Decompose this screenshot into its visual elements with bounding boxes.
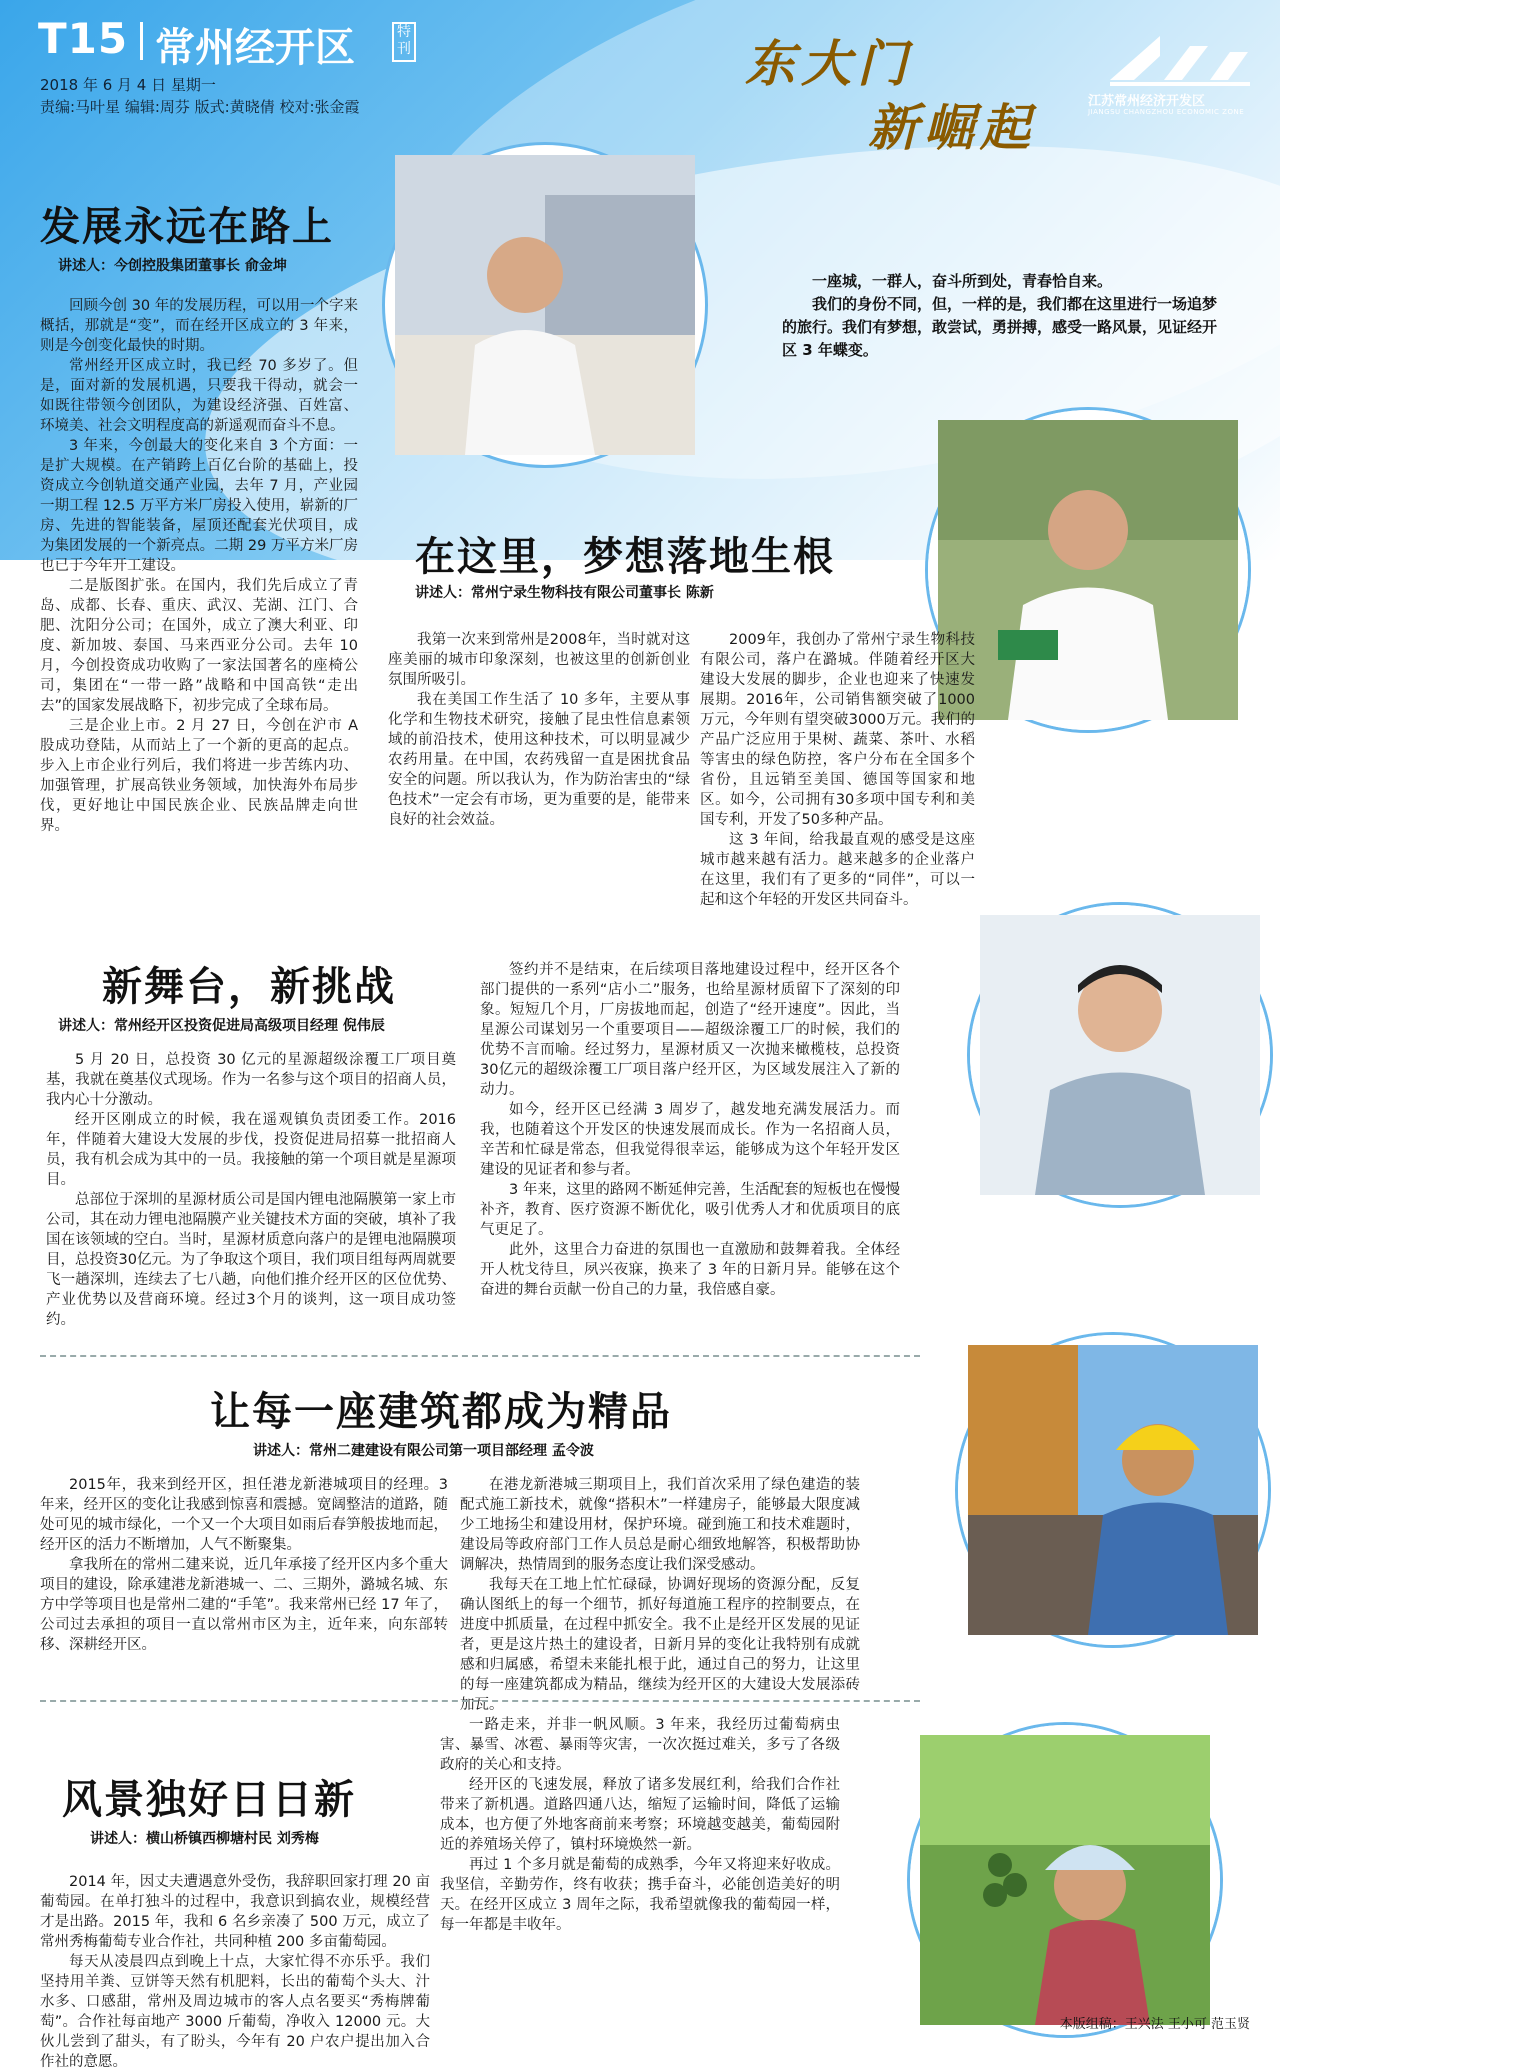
photo-liu-xiumei (910, 1725, 1220, 2035)
article-5-body-right (440, 1715, 840, 1935)
article-1-title: 发展永远在路上 (40, 203, 334, 250)
section-divider (40, 1355, 920, 1357)
article-paragraph: 2015年，我来到经开区，担任港龙新港城项目的经理。3 年来，经开区的变化让我感到惊喜和震撼。宽阔整洁的道路，随处可见的城市绿化，一个又一个大项目如雨后春笋般拔地而起，经开区的活力不断增加，人气不断聚集。 (40, 1477, 448, 1553)
article-4-title: 让每一座建筑都成为精品 (210, 1388, 672, 1435)
article-2-body-left (388, 630, 690, 830)
article-paragraph: 二是版图扩张。在国内，我们先后成立了青岛、成都、长春、重庆、武汉、芜湖、江门、合肥、沈阳分公司；在国外，成立了澳大利亚、印度、新加坡、泰国、马来西亚分公司。去年 10 月，今创投资成功收购了一家法国著名的座椅公司，集团在“一带一路”战略和中国高铁“走出去”的国家发展战略下，初步完成了全球布局。 (40, 578, 358, 714)
section-divider (40, 1700, 920, 1702)
page-code: T15 (38, 14, 129, 63)
article-paragraph: 2014 年，因丈夫遭遇意外受伤，我辞职回家打理 20 亩葡萄园。在单打独斗的过程中，我意识到搞农业，规模经营才是出路。2015 年，我和 6 名乡亲凑了 500 万元，成立了常州秀梅葡萄专业合作社，共同种植 200 多亩葡萄园。 (40, 1874, 430, 1950)
page-group-credit: 本版组稿：王兴法 王小可 范玉贤 (1059, 2017, 1250, 2032)
photo-ni-weichen (970, 905, 1270, 1205)
section-title: 常州经开区 (155, 25, 355, 71)
portrait-man-factory-icon (395, 155, 695, 455)
zone-logo-icon (1090, 26, 1260, 90)
article-paragraph: 2009年，我创办了常州宁录生物科技有限公司，落户在潞城。伴随着经开区大建设大发展的脚步，企业也迎来了快速发展期。2016年，公司销售额突破了1000万元，今年则有望突破3000万元。我们的产品广泛应用于果树、蔬菜、茶叶、水稻等害虫的绿色防控，客户分布在全国多个省份，且远销至美国、德国等国家和地区。如今，公司拥有30多项中国专利和美国专利，开发了50多种产品。 (700, 632, 975, 828)
article-paragraph: 在港龙新港城三期项目上，我们首次采用了绿色建造的装配式施工新技术，就像“搭积木”一样建房子，能够最大限度减少工地扬尘和建设用材，保护环境。碰到施工和技术难题时，建设局等政府部门工作人员总是耐心细致地解答，积极帮助协调解决，热情周到的服务态度让我们深受感动。 (460, 1477, 860, 1573)
credits-line: 责编:马叶星 编辑:周芬 版式:黄晓倩 校对:张金霞 (40, 98, 360, 116)
article-2-byline: 讲述人：常州宁录生物科技有限公司董事长 陈新 (415, 585, 714, 601)
article-paragraph: 三是企业上市。2 月 27 日，今创在沪市 A 股成功登陆，从而站上了一个新的更高的起点。步入上市企业行列后，我们将进一步苦练内功、加强管理，扩展高铁业务领域，加快海外布局步伐，更好地让中国民族企业、民族品牌走向世界。 (40, 718, 358, 834)
article-4-body-left (40, 1475, 448, 1655)
article-1-byline: 讲述人：今创控股集团董事长 俞金坤 (58, 258, 287, 274)
intro-text (782, 270, 1222, 362)
article-paragraph: 一路走来，并非一帆风顺。3 年来，我经历过葡萄病虫害、暴雪、冰雹、暴雨等灾害，一次次挺过难关，多亏了各级政府的关心和支持。 (440, 1717, 840, 1773)
article-paragraph: 拿我所在的常州二建来说，近几年承接了经开区内多个重大项目的建设，除承建港龙新港城一、二、三期外，潞城名城、东方中学等项目也是常州二建的“手笔”。我来常州已经 17 年了，公司过去承担的项目一直以常州市区为主，近年来，向东部转移、深耕经开区。 (40, 1557, 448, 1653)
article-paragraph: 总部位于深圳的星源材质公司是国内锂电池隔膜第一家上市公司，其在动力锂电池隔膜产业关键技术方面的突破，填补了我国在该领域的空白。当时，星源材质意向落户的是锂电池隔膜项目，总投资30亿元。为了争取这个项目，我们项目组每两周就要飞一趟深圳，连续去了七八趟，向他们推介经开区的区位优势、产业优势以及营商环境。经过3个月的谈判，这一项目成功签约。 (46, 1192, 456, 1328)
article-paragraph: 5 月 20 日，总投资 30 亿元的星源超级涂覆工厂项目奠基，我就在奠基仪式现场。作为一名参与这个项目的招商人员，我内心十分激动。 (46, 1052, 456, 1108)
article-paragraph: 每天从凌晨四点到晚上十点，大家忙得不亦乐乎。我们坚持用羊粪、豆饼等天然有机肥料，长出的葡萄个头大、汁水多、口感甜，常州及周边城市的客人点名要买“秀梅牌葡萄”。合作社每亩地产 3000 斤葡萄，净收入 12000 元。大伙儿尝到了甜头，有了盼头，今年有 20 户农户提出加入合作社的意愿。 (40, 1954, 430, 2070)
intro-paragraph: 我们的身份不同，但，一样的是，我们都在这里进行一场追梦的旅行。我们有梦想，敢尝试，勇拼搏，感受一路风景，见证经开区 3 年蝶变。 (782, 295, 1218, 359)
article-2-title: 在这里，梦想落地生根 (415, 533, 835, 580)
article-paragraph: 3 年来，今创最大的变化来自 3 个方面：一是扩大规模。在产销跨上百亿台阶的基础上，投资成立今创轨道交通产业园，去年 7 月，产业园一期工程 12.5 万平方米厂房投入使用，崭新的厂房、先进的智能装备，屋顶还配套光伏项目，成为集团发展的一个新亮点。二期 29 万平方米厂房也已于今年开工建设。 (40, 438, 358, 574)
date-line: 2018 年 6 月 4 日 星期一 (40, 76, 216, 94)
article-5-byline: 讲述人：横山桥镇西柳塘村民 刘秀梅 (90, 1831, 319, 1847)
article-paragraph: 此外，这里合力奋进的氛围也一直激励和鼓舞着我。全体经开人枕戈待旦，夙兴夜寐，换来了 3 年的日新月异。能够在这个奋进的舞台贡献一份自己的力量，我倍感自豪。 (480, 1242, 900, 1298)
photo-meng-lingbo (958, 1335, 1268, 1645)
article-paragraph: 我在美国工作生活了 10 多年，主要从事化学和生物技术研究，接触了昆虫性信息素领域的前沿技术，使用这种技术，可以明显减少农药用量。在中国，农药残留一直是困扰食品安全的问题。所以我认为，作为防治害虫的“绿色技术”一定会有市场，更为重要的是，能带来良好的社会效益。 (388, 692, 690, 828)
article-paragraph: 我每天在工地上忙忙碌碌，协调好现场的资源分配，反复确认图纸上的每一个细节，抓好每道施工程序的控制要点，在进度中抓质量，在过程中抓安全。我不止是经开区发展的见证者，更是这片热土的建设者，日新月异的变化让我特别有成就感和归属感，希望未来能扎根于此，通过自己的努力，让这里的每一座建筑都成为精品，继续为经开区的大建设大发展添砖加瓦。 (460, 1577, 860, 1713)
article-paragraph: 经开区刚成立的时候，我在遥观镇负责团委工作。2016 年，伴随着大建设大发展的步伐，投资促进局招募一批招商人员，我有机会成为其中的一员。我接触的第一个项目就是星源项目。 (46, 1112, 456, 1188)
article-paragraph: 再过 1 个多月就是葡萄的成熟季，今年又将迎来好收成。我坚信，辛勤劳作，终有收获；携手奋斗，必能创造美好的明天。在经开区成立 3 周年之际，我希望就像我的葡萄园一样，每一年都是丰收年。 (440, 1857, 840, 1933)
portrait-grape-farmer-icon (920, 1735, 1210, 2025)
article-paragraph: 3 年来，这里的路网不断延伸完善，生活配套的短板也在慢慢补齐，教育、医疗资源不断优化，吸引优秀人才和优质项目的底气更足了。 (480, 1182, 900, 1238)
article-3-title: 新舞台，新挑战 (102, 963, 396, 1010)
article-1-body (40, 296, 358, 836)
article-paragraph: 我第一次来到常州是2008年，当时就对这座美丽的城市印象深刻，也被这里的创新创业氛围所吸引。 (388, 632, 690, 688)
article-5-title: 风景独好日日新 (62, 1776, 356, 1823)
article-2-body-right (700, 630, 975, 910)
slogan-line-1: 东大门 (745, 34, 913, 93)
article-paragraph: 回顾今创 30 年的发展历程，可以用一个字来概括，那就是“变”，而在经开区成立的 3 年来，则是今创变化最快的时期。 (40, 298, 358, 354)
article-paragraph: 这 3 年间，给我最直观的感受是这座城市越来越有活力。越来越多的企业落户在这里，我们有了更多的“同伴”，可以一起和这个年轻的开发区共同奋斗。 (700, 832, 975, 908)
slogan-line-2: 新崛起 (868, 98, 1036, 157)
special-edition-mark: 特刊 (392, 22, 416, 62)
article-3-body-right (480, 960, 900, 1300)
article-3-byline: 讲述人：常州经开区投资促进局高级项目经理 倪伟辰 (58, 1018, 385, 1034)
zone-logo-name-en: JIANGSU CHANGZHOU ECONOMIC ZONE (1088, 108, 1245, 116)
article-3-body-left (46, 1050, 456, 1330)
article-paragraph: 常州经开区成立时，我已经 70 多岁了。但是，面对新的发展机遇，只要我干得动，就会一如既往带领今创团队，为建设经济强、百姓富、环境美、社会文明程度高的新遥观而奋斗不息。 (40, 358, 358, 434)
article-5-body-left (40, 1872, 430, 2070)
portrait-scientist-icon (938, 420, 1238, 720)
intro-paragraph: 一座城，一群人，奋斗所到处，青春恰自来。 (812, 272, 1113, 290)
article-4-body-right (460, 1475, 860, 1715)
masthead-divider (140, 22, 143, 60)
portrait-construction-worker-icon (968, 1345, 1258, 1635)
article-4-byline: 讲述人：常州二建建设有限公司第一项目部经理 孟令波 (253, 1443, 594, 1459)
article-paragraph: 签约并不是结束，在后续项目落地建设过程中，经开区各个部门提供的一系列“店小二”服务，也给星源材质留下了深刻的印象。短短几个月，厂房拔地而起，创造了“经开速度”。因此，当星源公司谋划另一个重要项目——超级涂覆工厂的时候，我们的优势不言而喻。经过努力，星源材质又一次抛来橄榄枝，总投资30亿元的超级涂覆工厂项目落户经开区，为区域发展注入了新的动力。 (480, 962, 900, 1098)
article-paragraph: 经开区的飞速发展，释放了诸多发展红利，给我们合作社带来了新机遇。道路四通八达，缩短了运输时间，降低了运输成本，也方便了外地客商前来考察；环境越变越美，葡萄园附近的养殖场关停了，镇村环境焕然一新。 (440, 1777, 840, 1853)
portrait-young-man-icon (980, 915, 1260, 1195)
photo-yu-jinkun (385, 145, 705, 465)
photo-chen-xin (928, 410, 1248, 730)
zone-logo-name: 江苏常州经济开发区 (1088, 94, 1206, 109)
article-paragraph: 如今，经开区已经满 3 周岁了，越发地充满发展活力。而我，也随着这个开发区的快速发展而成长。作为一名招商人员，辛苦和忙碌是常态，但我觉得很幸运，能够成为这个年轻开发区建设的见证者和参与者。 (480, 1102, 900, 1178)
